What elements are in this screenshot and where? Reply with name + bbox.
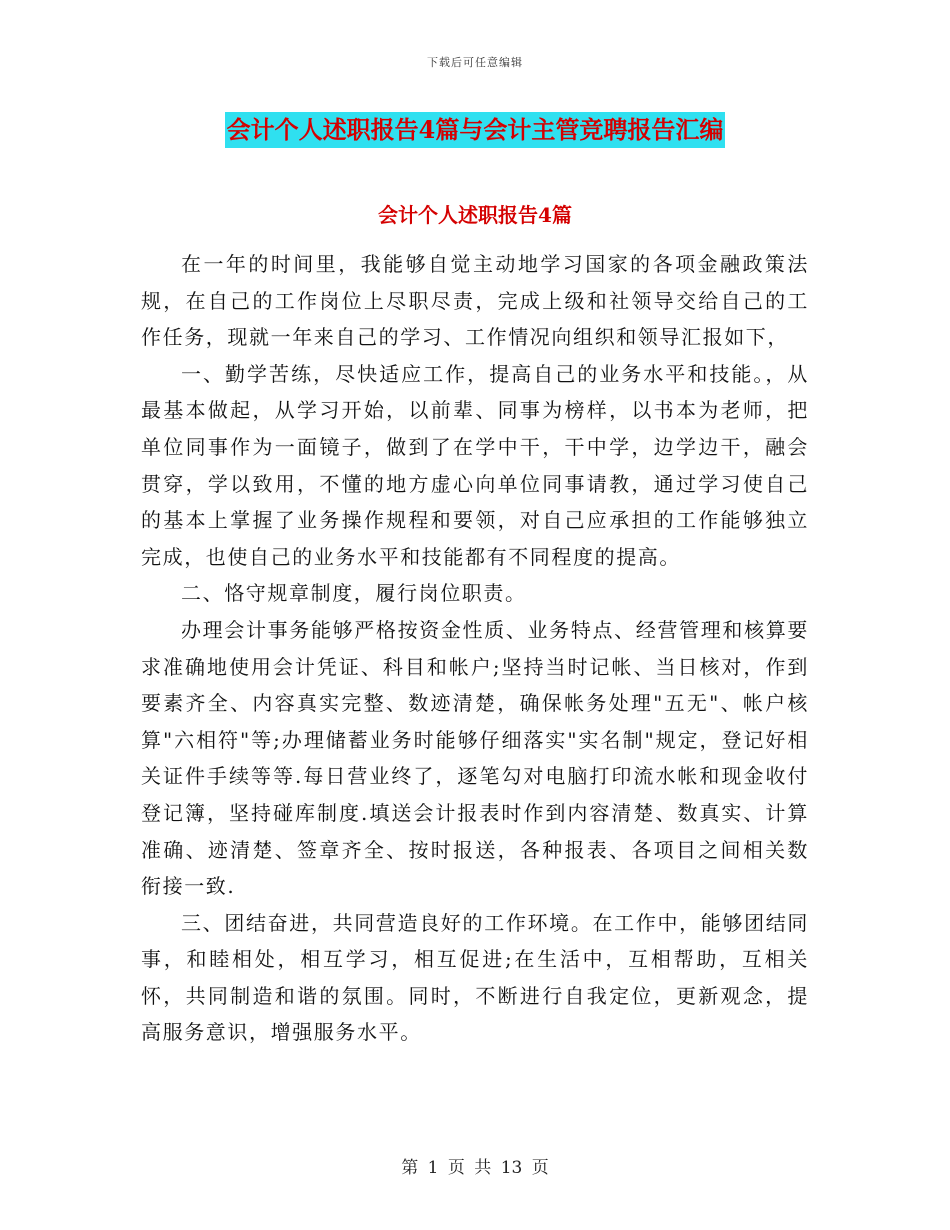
paragraph-section-1: 一、勤学苦练，尽快适应工作，提高自己的业务水平和技能。，从最基本做起，从学习开始，以前辈、同事为榜样，以书本为老师，把单位同事作为一面镜子，做到了在学中干，干中学，边学边干，融会贯穿，学以致用，不懂的地方虚心向单位同事请教，通过学习使自己的基本上掌握了业务操作规程和要领，对自己应承担的工作能够独立完成，也使自己的业务水平和技能都有不同程度的提高。 bbox=[141, 361, 809, 569]
body-text bbox=[141, 246, 809, 1051]
section-title: 会计个人述职报告4篇 bbox=[378, 203, 572, 227]
paragraph-section-2-body: 办理会计事务能够严格按资金性质、业务特点、经营管理和核算要求准确地使用会计凭证、科目和帐户;坚持当时记帐、当日核对，作到要素齐全、内容真实完整、数迹清楚，确保帐务处理"五无"、帐户核算"六相符"等;办理储蓄业务时能够仔细落实"实名制"规定，登记好相关证件手续等等.每日营业终了，逐笔勾对电脑打印流水帐和现金收付登记簿，坚持碰库制度.填送会计报表时作到内容清楚、数真实、计算准确、迹清楚、签章齐全、按时报送，各种报表、各项目之间相关数衔接一致. bbox=[141, 617, 809, 899]
header-note: 下载后可任意编辑 bbox=[427, 56, 523, 69]
main-title: 会计个人述职报告4篇与会计主管竞聘报告汇编 bbox=[225, 112, 726, 148]
paragraph-section-2-heading: 二、恪守规章制度，履行岗位职责。 bbox=[181, 581, 527, 606]
page-footer: 第 1 页 共 13 页 bbox=[401, 1158, 549, 1178]
main-title-container bbox=[0, 112, 950, 148]
paragraph-intro: 在一年的时间里，我能够自觉主动地学习国家的各项金融政策法规，在自己的工作岗位上尽职尽责，完成上级和社领导交给自己的工作任务，现就一年来自己的学习、工作情况向组织和领导汇报如下， bbox=[141, 252, 809, 350]
paragraph-section-3: 三、团结奋进，共同营造良好的工作环境。在工作中，能够团结同事，和睦相处，相互学习，相互促进;在生活中，互相帮助，互相关怀，共同制造和谐的氛围。同时，不断进行自我定位，更新观念，提高服务意识，增强服务水平。 bbox=[141, 910, 809, 1045]
